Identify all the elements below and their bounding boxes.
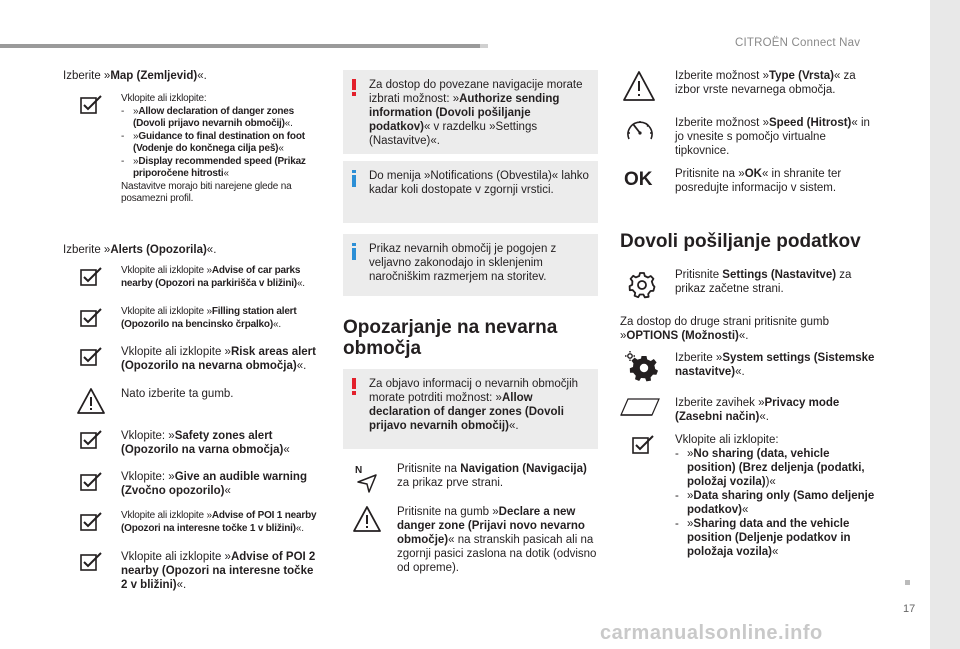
alert-row-poi-2: Vklopite ali izklopite »Advise of POI 2 nearby (Opozori na interesne točke 2 v bližini)«. (121, 551, 316, 591)
header-rule (0, 44, 480, 48)
alerts-intro: Izberite »Alerts (Opozorila)«. (63, 244, 217, 256)
ok-row: Pritisnite na »OK« in shranite ter posredujte informacijo v sistem. (675, 168, 842, 194)
section-heading-data-sharing: Dovoli pošiljanje podatkov (620, 231, 861, 252)
checkbox-icon (80, 94, 104, 114)
warning-triangle-icon (352, 505, 382, 533)
sharing-option: - »Data sharing only (Samo deljenje podatkov)« (675, 489, 880, 517)
sharing-option: - »No sharing (data, vehicle position) (Brez deljenja (podatki, položaj vozila))« (675, 447, 880, 489)
running-head: CITROËN Connect Nav (735, 37, 861, 49)
checkbox-icon (80, 471, 104, 491)
warning-box-allow-declaration: Za objavo informacij o nevarnih območjih morate potrditi možnost: »Allow declaration of danger zones (Dovoli prijavo nevarnih območij)«. (343, 369, 598, 449)
warning-triangle-icon (622, 70, 656, 102)
checkbox-icon (80, 346, 104, 366)
alert-row-poi-1: Vklopite ali izklopite »Advise of POI 1 nearby (Opozori na interesne točke 1 v bližini)«. (121, 510, 317, 534)
warning-triangle-icon (76, 387, 106, 415)
svg-text:N: N (355, 465, 363, 476)
sharing-options-title: Vklopite ali izklopite: (675, 434, 779, 446)
nav-row: Pritisnite na Navigation (Navigacija) za prikaz prve strani. (397, 463, 587, 489)
alert-row-car-parks: Vklopite ali izklopite »Advise of car parks nearby (Opozori na parkirišča v bližini)«. (121, 265, 305, 289)
alert-row-audible-warning: Vklopite: »Give an audible warning (Zvočno opozorilo)« (121, 471, 307, 497)
info-box-notifications: Do menija »Notifications (Obvestila)« lahko kadar koli dostopate v zgornji vrstici. (343, 161, 598, 223)
privacy-row: Izberite zavihek »Privacy mode (Zasebni način)«. (675, 397, 840, 423)
header-rule-end (480, 44, 488, 48)
gear-icon (627, 270, 657, 300)
map-options-note: Nastavitve morajo biti narejene glede na posamezni profil. (121, 180, 292, 204)
watermark: carmanualsonline.info (600, 622, 823, 644)
map-options-block (121, 93, 321, 206)
map-option: - »Display recommended speed (Prikaz priporočene hitrosti« (121, 156, 321, 181)
info-icon (352, 243, 356, 259)
navigation-arrow-icon (355, 463, 379, 493)
map-options-title: Vklopite ali izklopite: (121, 93, 207, 104)
ok-icon: OK (624, 169, 653, 190)
map-option: - »Allow declaration of danger zones (Dovoli prijavo nevarnih območij)«. (121, 106, 321, 131)
alert-row-filling-station: Vklopite ali izklopite »Filling station alert (Opozorilo na bencinsko črpalko)«. (121, 306, 297, 330)
page-marker (905, 580, 910, 585)
info-icon (352, 170, 356, 186)
options-text: Za dostop do druge strani pritisnite gumb »OPTIONS (Možnosti)«. (620, 316, 830, 342)
system-settings-row: Izberite »System settings (Sistemske nastavitve)«. (675, 352, 875, 378)
settings-row: Pritisnite Settings (Nastavitve) za prikaz začetne strani. (675, 269, 852, 295)
speed-row: Izberite možnost »Speed (Hitrost)« in jo vnesite s pomočjo virtualne tipkovnice. (675, 117, 870, 157)
side-strip (930, 0, 960, 649)
map-option: - »Guidance to final destination on foot (Vodenje do končnega cilja peš)« (121, 131, 321, 156)
checkbox-icon (632, 434, 656, 454)
alert-row-risk-areas: Vklopite ali izklopite »Risk areas alert (Opozorilo na nevarna območja)«. (121, 346, 316, 372)
map-intro: Izberite »Map (Zemljevid)«. (63, 70, 207, 82)
checkbox-icon (80, 266, 104, 286)
system-settings-gear-icon (624, 350, 660, 382)
speedometer-icon (624, 115, 656, 147)
sharing-options-block (675, 433, 880, 559)
warning-exclamation-icon (352, 79, 356, 95)
checkbox-icon (80, 429, 104, 449)
sharing-option: - »Sharing data and the vehicle position (Deljenje podatkov in položaja vozila)« (675, 517, 880, 559)
declare-danger-row: Pritisnite na gumb »Declare a new danger zone (Prijavi novo nevarno območje)« na stranskih pasicah ali na zgornji pasici zaslona na dotik (odvisno od opreme). (397, 506, 597, 574)
section-heading-danger-zones: Opozarjanje na nevarna območja (343, 317, 558, 359)
alert-row-select-button: Nato izberite ta gumb. (121, 388, 234, 400)
checkbox-icon (80, 307, 104, 327)
page-number: 17 (903, 603, 916, 615)
info-box-legislation: Prikaz nevarnih območij je pogojen z veljavno zakonodajo in sklenjenim naročniškim razmerjem na storitev. (343, 234, 598, 296)
checkbox-icon (80, 551, 104, 571)
type-row: Izberite možnost »Type (Vrsta)« za izbor vrste nevarnega območja. (675, 70, 856, 96)
warning-box-authorize: Za dostop do povezane navigacije morate izbrati možnost: »Authorize sending information (Dovoli pošiljanje podatkov)« v razdelku »Settings (Nastavitve)«. (343, 70, 598, 154)
alert-row-safety-zones: Vklopite: »Safety zones alert (Opozorilo na varna območja)« (121, 430, 290, 456)
warning-exclamation-icon (352, 378, 356, 394)
checkbox-icon (80, 511, 104, 531)
privacy-tab-icon (620, 397, 660, 417)
